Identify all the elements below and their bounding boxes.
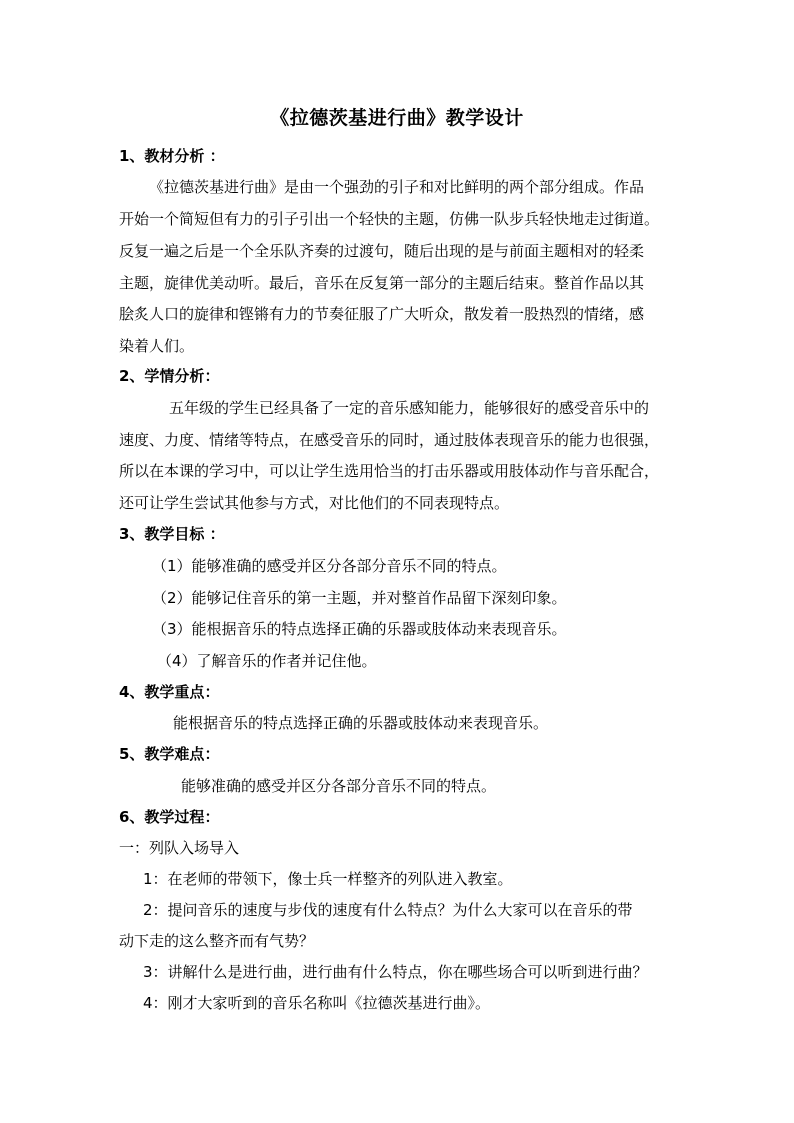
paragraph-line: 速度、力度、情绪等特点，在感受音乐的同时，通过肢体表现音乐的能力也很强，: [119, 431, 660, 449]
paragraph-line: 反复一遍之后是一个全乐队齐奏的过渡句，随后出现的是与前面主题相对的轻柔: [119, 242, 645, 260]
paragraph-line: 主题，旋律优美动听。最后，音乐在反复第一部分的主题后结束。整首作品以其: [119, 274, 645, 292]
subheading: 一：列队入场导入: [119, 839, 240, 857]
list-item: （1）能够准确的感受并区分各部分音乐不同的特点。: [152, 557, 507, 575]
paragraph-line: 能够准确的感受并区分各部分音乐不同的特点。: [181, 777, 497, 795]
list-item: （3）能根据音乐的特点选择正确的乐器或肢体动来表现音乐。: [152, 620, 567, 638]
section-heading: 1、教材分析 ：: [119, 147, 225, 165]
section-heading: 4、教学重点：: [119, 683, 220, 701]
document-title: 《拉德茨基进行曲》教学设计: [270, 107, 524, 129]
section-heading: 2、学情分析：: [119, 367, 220, 385]
paragraph-line: 动下走的这么整齐而有气势？: [119, 932, 315, 950]
paragraph-line: 能根据音乐的特点选择正确的乐器或肢体动来表现音乐。: [173, 714, 549, 732]
paragraph-line: 开始一个简短但有力的引子引出一个轻快的主题，仿佛一队步兵轻快地走过街道。: [119, 210, 660, 228]
section-heading: 5、教学难点：: [119, 745, 220, 763]
list-item: （4）了解音乐的作者并记住他。: [157, 652, 377, 670]
paragraph-line: 3：讲解什么是进行曲，进行曲有什么特点，你在哪些场合可以听到进行曲？: [143, 963, 648, 981]
paragraph-line: 4：刚才大家听到的音乐名称叫《拉德茨基进行曲》。: [143, 994, 491, 1012]
paragraph-line: 五年级的学生已经具备了一定的音乐感知能力，能够很好的感受音乐中的: [169, 399, 650, 417]
paragraph-line: 还可让学生尝试其他参与方式，对比他们的不同表现特点。: [119, 494, 510, 512]
paragraph-line: 脍炙人口的旋律和铿锵有力的节奏征服了广大听众，散发着一股热烈的情绪，感: [119, 305, 645, 323]
paragraph-line: 染着人们。: [119, 337, 195, 355]
section-heading: 3、教学目标 ：: [119, 525, 225, 543]
paragraph-line: 2：提问音乐的速度与步伐的速度有什么特点？为什么大家可以在音乐的带: [143, 901, 633, 919]
paragraph-line: 1：在老师的带领下，像士兵一样整齐的列队进入教室。: [143, 870, 513, 888]
list-item: （2）能够记住音乐的第一主题，并对整首作品留下深刻印象。: [152, 589, 567, 607]
section-heading: 6、教学过程：: [119, 808, 220, 826]
paragraph-line: 所以在本课的学习中，可以让学生选用恰当的打击乐器或用肢体动作与音乐配合，: [119, 462, 660, 480]
paragraph-line: 《拉德茨基进行曲》是由一个强劲的引子和对比鲜明的两个部分组成。作品: [149, 178, 645, 196]
